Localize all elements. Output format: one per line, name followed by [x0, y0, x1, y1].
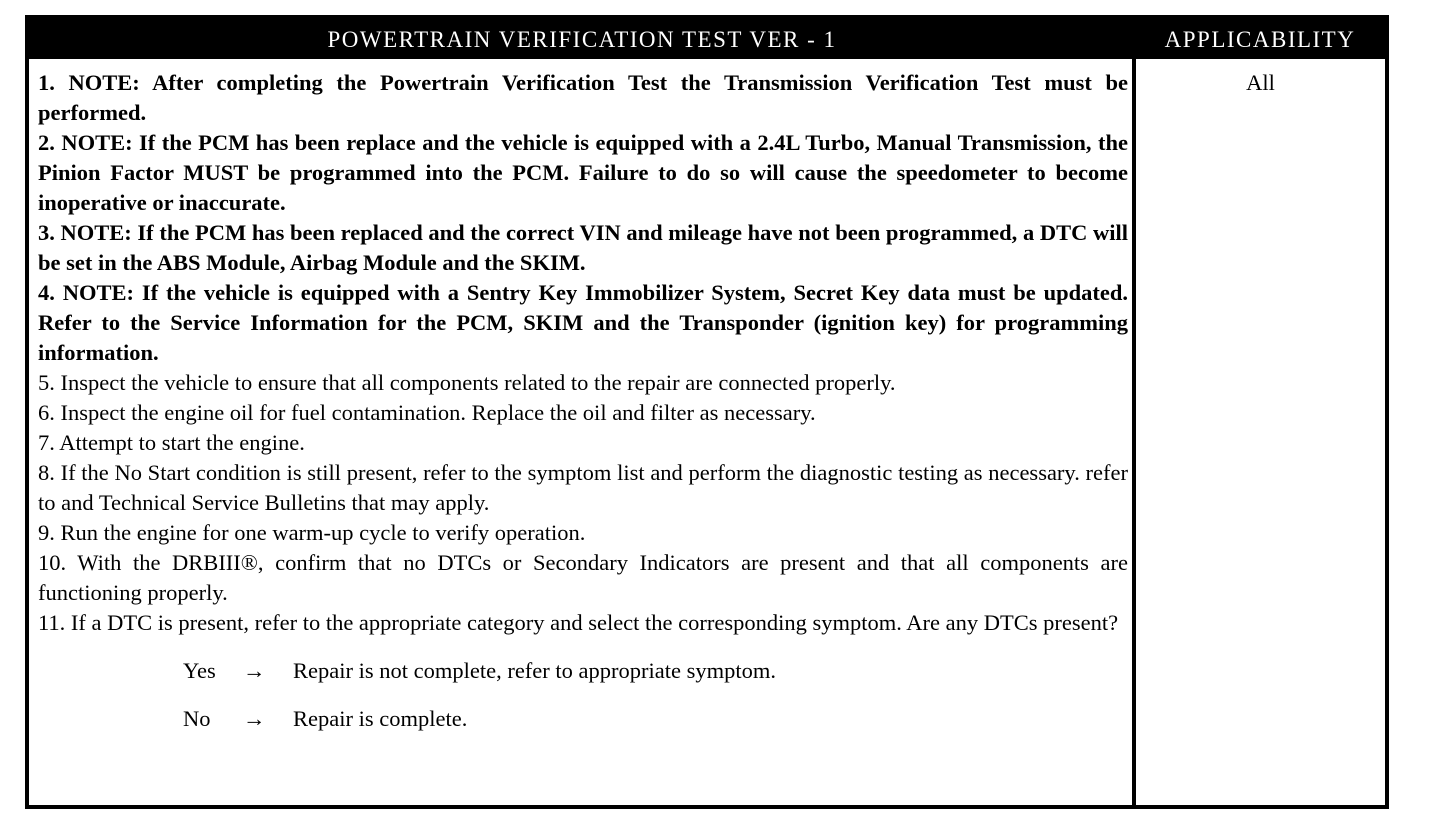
test-steps-cell [38, 68, 1128, 752]
step-1-note: 1. NOTE: After completing the Powertrain Verification Test the Transmission Verification Test must be performed. [38, 70, 1128, 125]
step-5: 5. Inspect the vehicle to ensure that all components related to the repair are connected properly. [38, 370, 896, 395]
applicability-header: APPLICABILITY [1164, 27, 1356, 52]
arrow-right-icon: → [243, 658, 266, 683]
answer-no-key: No [183, 706, 211, 731]
test-title-header: POWERTRAIN VERIFICATION TEST VER - 1 [327, 27, 837, 52]
verification-test-table [25, 15, 1389, 809]
table-header-row [29, 19, 1385, 59]
answer-options [38, 656, 1128, 734]
answer-no-text: Repair is complete. [293, 706, 468, 731]
step-6: 6. Inspect the engine oil for fuel contamination. Replace the oil and filter as necessary. [38, 400, 816, 425]
answer-yes-key: Yes [183, 658, 216, 683]
step-11: 11. If a DTC is present, refer to the appropriate category and select the corresponding symptom. Are any DTCs present? [38, 610, 1119, 635]
step-2-note: 2. NOTE: If the PCM has been replace and the vehicle is equipped with a 2.4L Turbo, Manual Transmission, the Pinion Factor MUST be programmed into the PCM. Failure to do so will cause the speedometer to become inoperative or inaccurate. [38, 130, 1128, 215]
step-3-note: 3. NOTE: If the PCM has been replaced and the correct VIN and mileage have not been programmed, a DTC will be set in the ABS Module, Airbag Module and the SKIM. [38, 220, 1128, 275]
applicability-value: All [1246, 70, 1275, 95]
step-8: 8. If the No Start condition is still present, refer to the symptom list and perform the diagnostic testing as necessary. refer to and Technical Service Bulletins that may apply. [38, 460, 1128, 515]
step-10: 10. With the DRBIII®, confirm that no DTCs or Secondary Indicators are present and that all components are functioning properly. [38, 550, 1128, 605]
arrow-right-icon: → [243, 706, 266, 731]
step-4-note: 4. NOTE: If the vehicle is equipped with a Sentry Key Immobilizer System, Secret Key data must be updated. Refer to the Service Information for the PCM, SKIM and the Transponder (ignition key) for programming information. [38, 280, 1128, 365]
answer-yes-text: Repair is not complete, refer to appropriate symptom. [293, 658, 776, 683]
answer-no [183, 704, 1128, 734]
step-9: 9. Run the engine for one warm-up cycle to verify operation. [38, 520, 586, 545]
step-7: 7. Attempt to start the engine. [38, 430, 305, 455]
column-divider [1132, 59, 1136, 805]
answer-yes [183, 656, 1128, 686]
